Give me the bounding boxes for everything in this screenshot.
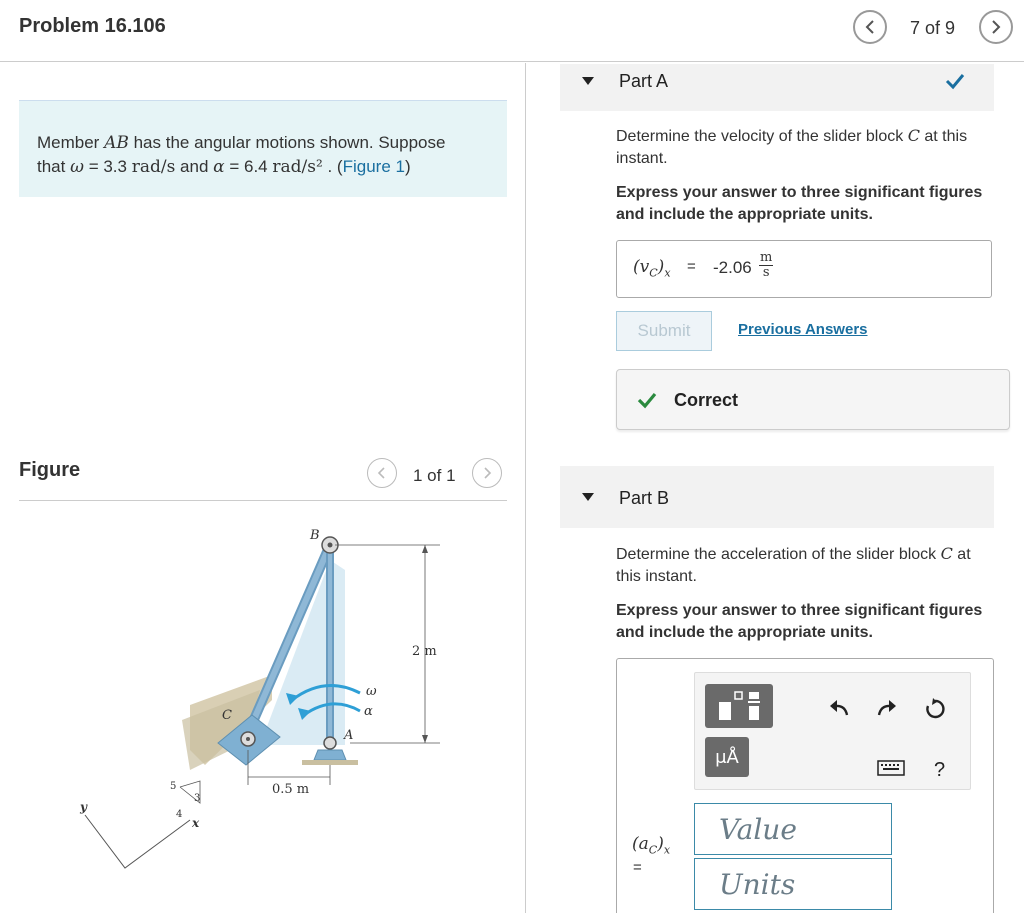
- figure-counter: 1 of 1: [413, 466, 456, 485]
- chevron-left-icon: [377, 467, 387, 479]
- part-a-question: Determine the velocity of the slider block C at this instant.: [616, 126, 968, 167]
- label-a: A: [344, 728, 354, 743]
- header: [0, 0, 1024, 62]
- chevron-right-icon: [990, 20, 1002, 34]
- label-omega: ω: [366, 684, 377, 699]
- units-button[interactable]: μÅ: [705, 737, 749, 777]
- caret-down-icon: [582, 493, 594, 501]
- part-b-header[interactable]: [560, 466, 994, 528]
- part-b-answer-label: $(a_C)_x$: [632, 834, 671, 857]
- figure-next-button[interactable]: [472, 458, 502, 488]
- label-axis-y: y: [80, 800, 87, 814]
- part-b-label: Part B: [619, 488, 670, 508]
- figure-link[interactable]: Figure 1: [342, 157, 405, 176]
- submit-button[interactable]: Submit: [616, 311, 712, 351]
- undo-icon[interactable]: [827, 697, 851, 721]
- part-a-header[interactable]: [560, 64, 994, 111]
- label-c: C: [222, 708, 232, 723]
- pin-c-center: [246, 737, 250, 741]
- part-a-answer-unit: m s: [760, 250, 773, 280]
- part-a-answer-value: -2.06: [713, 258, 752, 277]
- problem-title: Problem 16.106: [19, 15, 166, 37]
- checkmark-icon: [637, 390, 657, 410]
- part-a-answer-box: [616, 240, 992, 298]
- checkmark-icon: [944, 70, 966, 92]
- part-b-instruction: Express your answer to three significant figures and include the appropriate units.: [616, 602, 983, 641]
- caret-down-icon: [582, 77, 594, 85]
- part-a-answer-label: $(v_C)_x$: [633, 257, 671, 280]
- coordinate-axes: [85, 815, 190, 868]
- previous-problem-button[interactable]: [853, 10, 887, 44]
- templates-button[interactable]: [705, 684, 773, 728]
- label-b: B: [310, 528, 320, 543]
- keyboard-icon[interactable]: [877, 759, 905, 777]
- help-button[interactable]: ?: [934, 759, 946, 781]
- chevron-right-icon: [482, 467, 492, 479]
- feedback-box: [616, 369, 1010, 430]
- problem-counter: 7 of 9: [910, 18, 956, 38]
- pin-a: [324, 737, 336, 749]
- part-b-question: Determine the acceleration of the slider block C at this instant.: [616, 544, 971, 585]
- figure-divider: [19, 500, 507, 501]
- ground-a: [302, 760, 358, 765]
- units-input[interactable]: Units: [694, 858, 892, 910]
- label-slope-3: 3: [194, 793, 201, 804]
- value-input[interactable]: Value: [694, 803, 892, 855]
- problem-statement: Member AB has the angular motions shown. Suppose that ω = 3.3 rad/s and α = 6.4 rad/s² . (Figure 1): [19, 100, 507, 197]
- previous-answers-link[interactable]: Previous Answers: [738, 321, 868, 338]
- redo-icon[interactable]: [875, 697, 899, 721]
- chevron-left-icon: [864, 20, 876, 34]
- math-toolbar: [694, 672, 971, 790]
- height-dim-arrow-bottom: [422, 735, 428, 743]
- part-b-equals: =: [633, 859, 642, 876]
- label-alpha: α: [364, 704, 373, 719]
- part-a-instruction: Express your answer to three significant figures and include the appropriate units.: [616, 184, 983, 223]
- figure-title: Figure: [19, 459, 81, 481]
- pin-b-center: [328, 543, 333, 548]
- height-dim-arrow-top: [422, 545, 428, 553]
- support-a: [314, 750, 346, 760]
- label-axis-x: x: [192, 816, 200, 830]
- column-divider: [525, 63, 526, 913]
- label-slope-4: 4: [176, 809, 183, 820]
- label-width: 0.5 m: [272, 782, 310, 797]
- label-slope-5: 5: [170, 781, 177, 792]
- figure-prev-button[interactable]: [367, 458, 397, 488]
- label-height: 2 m: [412, 644, 437, 659]
- part-a-label: Part A: [619, 71, 669, 91]
- part-b-answer-editor: [616, 658, 994, 913]
- feedback-label: Correct: [674, 390, 739, 410]
- next-problem-button[interactable]: [979, 10, 1013, 44]
- templates-icon: [705, 684, 773, 728]
- part-a-equals: =: [687, 258, 696, 275]
- reset-icon[interactable]: [923, 697, 947, 721]
- mechanism-figure: [40, 515, 500, 895]
